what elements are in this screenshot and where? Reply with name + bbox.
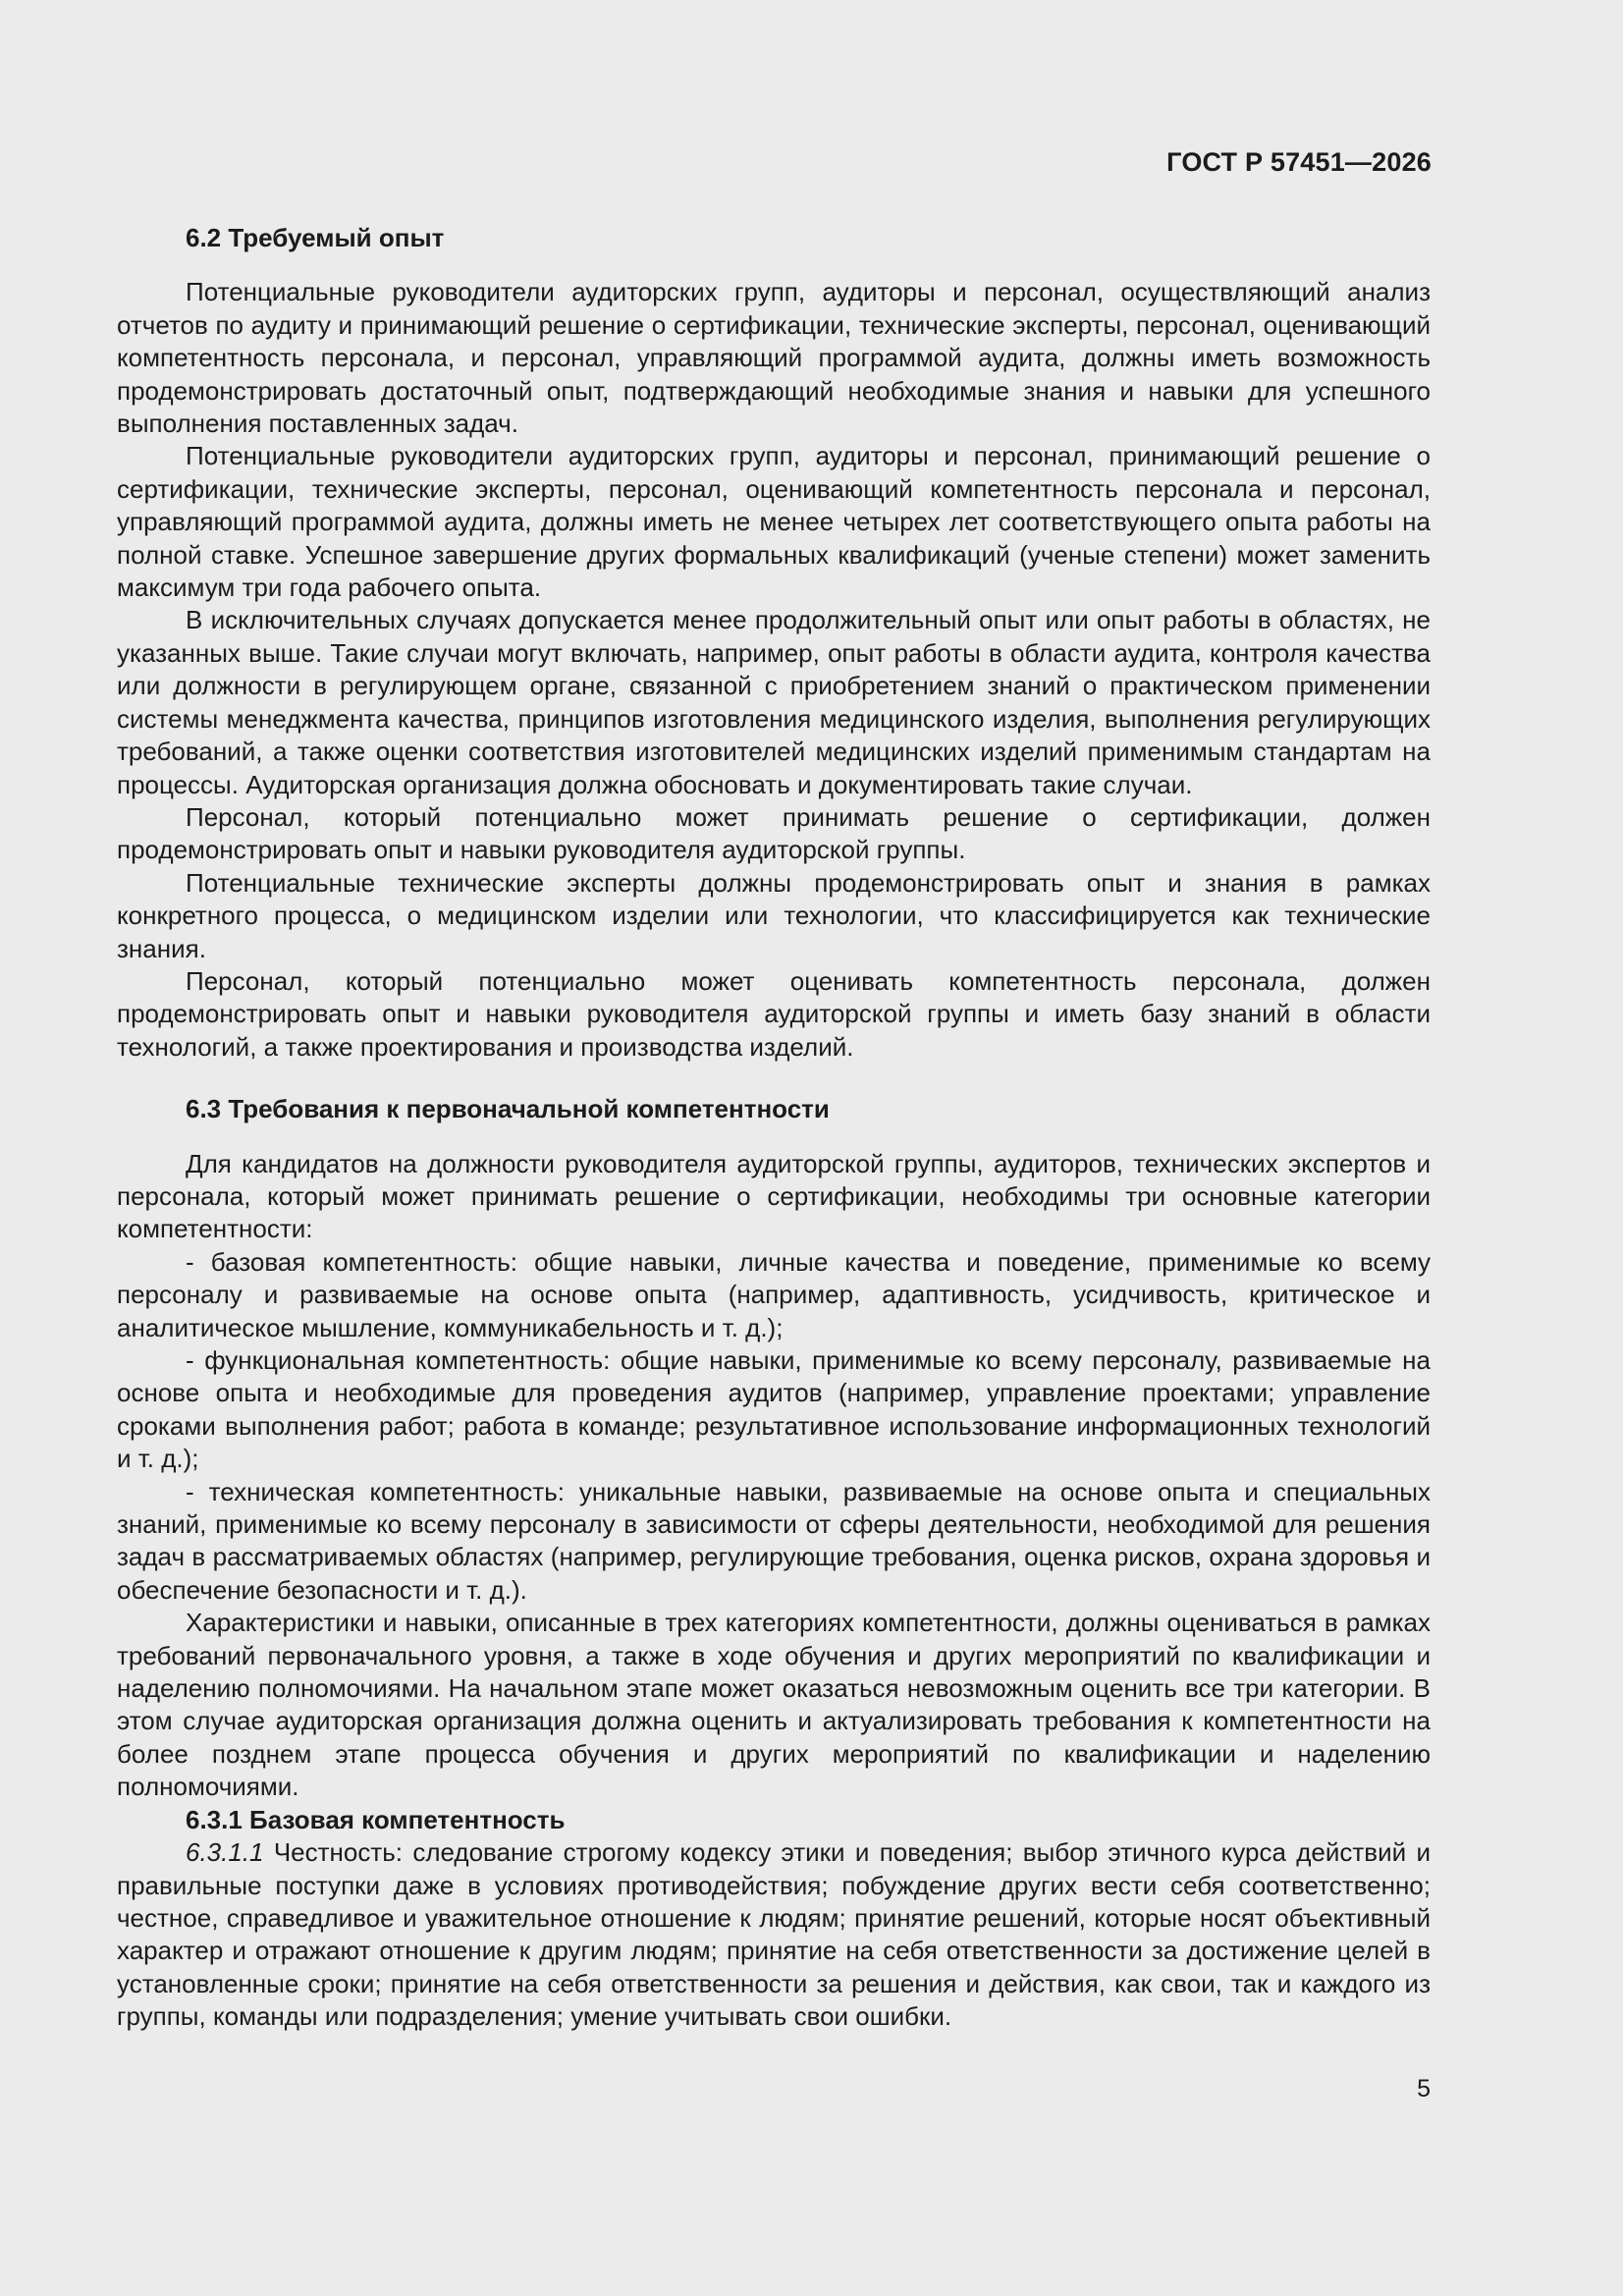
heading-6-2: 6.2 Требуемый опыт <box>186 223 445 252</box>
paragraph: Персонал, который потенциально может принимать решение о сертификации, должен продемонстрировать опыт и навыки руководителя аудиторской группы. <box>117 801 1431 865</box>
paragraph: Потенциальные технические эксперты должны продемонстрировать опыт и знания в рамках конкретного процесса, о медицинском изделии или технологии, что классифицируется как технические знания. <box>117 867 1431 963</box>
paragraph: Потенциальные руководители аудиторских групп, аудиторы и персонал, осуществляющий анализ отчетов по аудиту и принимающий решение о сертификации, технические эксперты, персонал, оценивающий компетентность персонала, и персонал, управляющий программой аудита, должны иметь возможность продемонстрировать достаточный опыт, подтверждающий необходимые знания и навыки для успешного выполнения поставленных задач. <box>117 277 1431 439</box>
paragraph: Потенциальные руководители аудиторских групп, аудиторы и персонал, принимающий решение о сертификации, технические эксперты, персонал, оценивающий компетентность персонала и персонал, управляющий программой аудита, должны иметь не менее четырех лет соответствующего опыта работы на полной ставке. Успешное завершение других формальных квалификаций (ученые степени) может заменить максимум три года рабочего опыта. <box>117 441 1431 603</box>
list-item: - базовая компетентность: общие навыки, личные качества и поведение, применимые ко всему персоналу и развиваемые на основе опыта (например, адаптивность, усидчивость, критическое и аналитическое мышление, коммуникабельность и т. д.); <box>117 1246 1431 1342</box>
list-item: - техническая компетентность: уникальные навыки, развиваемые на основе опыта и специальных знаний, применимые ко всему персоналу в зависимости от сферы деятельности, необходимой для решения задач в рассматриваемых областях (например, регулирующие требования, оценка рисков, охрана здоровья и обеспечение безопасности и т. д.). <box>117 1476 1431 1605</box>
page-number: 5 <box>1417 2075 1431 2103</box>
standard-code: ГОСТ Р 57451—2026 <box>1166 147 1432 177</box>
clause-number: 6.3.1.1 <box>186 1837 264 1868</box>
paragraph: Характеристики и навыки, описанные в трех категориях компетентности, должны оцениваться в рамках требований первоначального уровня, а также в ходе обучения и других мероприятий по квалификации и наделению полномочиями. На начальном этапе может оказаться невозможным оценить все три категории. В этом случае аудиторская организация должна оценить и актуализировать требования к компетентности на более позднем этапе процесса обучения и других мероприятий по квалификации и наделению полномочиями. <box>117 1608 1431 1802</box>
heading-6-3-1: 6.3.1 Базовая компетентность <box>186 1804 566 1834</box>
paragraph: Персонал, который потенциально может оценивать компетентность персонала, должен продемонстрировать опыт и навыки руководителя аудиторской группы и иметь базу знаний в области технологий, а также проектирования и производства изделий. <box>117 965 1431 1062</box>
heading-6-3: 6.3 Требования к первоначальной компетентности <box>186 1094 830 1124</box>
clause-6-3-1-1 <box>117 1836 1431 2033</box>
clause-text: Честность: следование строгому кодексу этики и поведения; выбор этичного курса действий и правильные поступки даже в условиях противодействия; побуждение других вести себя соответственно; честное, справедливое и уважительное отношение к людям; принятие решений, которые носят объективный характер и отражают отношение к другим людям; принятие на себя ответственности за достижение целей в установленные сроки; принятие на себя ответственности за решения и действия, как свои, так и каждого из группы, команды или подразделения; умение учитывать свои ошибки. <box>117 1837 1431 2032</box>
list-item: - функциональная компетентность: общие навыки, применимые ко всему персоналу, развиваемые на основе опыта и необходимые для проведения аудитов (например, управление проектами; управление сроками выполнения работ; работа в команде; результативное использование информационных технологий и т. д.); <box>117 1345 1431 1474</box>
paragraph: В исключительных случаях допускается менее продолжительный опыт или опыт работы в областях, не указанных выше. Такие случаи могут включать, например, опыт работы в области аудита, контроля качества или должности в регулирующем органе, связанной с приобретением знаний о практическом применении системы менеджмента качества, принципов изготовления медицинского изделия, выполнения регулирующих требований, а также оценки соответствия изготовителей медицинских изделий применимым стандартам на процессы. Аудиторская организация должна обосновать и документировать такие случаи. <box>117 605 1431 799</box>
page-content <box>117 222 1431 2034</box>
paragraph: Для кандидатов на должности руководителя аудиторской группы, аудиторов, технических экспертов и персонала, который может принимать решение о сертификации, необходимы три основные категории компетентности: <box>117 1148 1431 1244</box>
